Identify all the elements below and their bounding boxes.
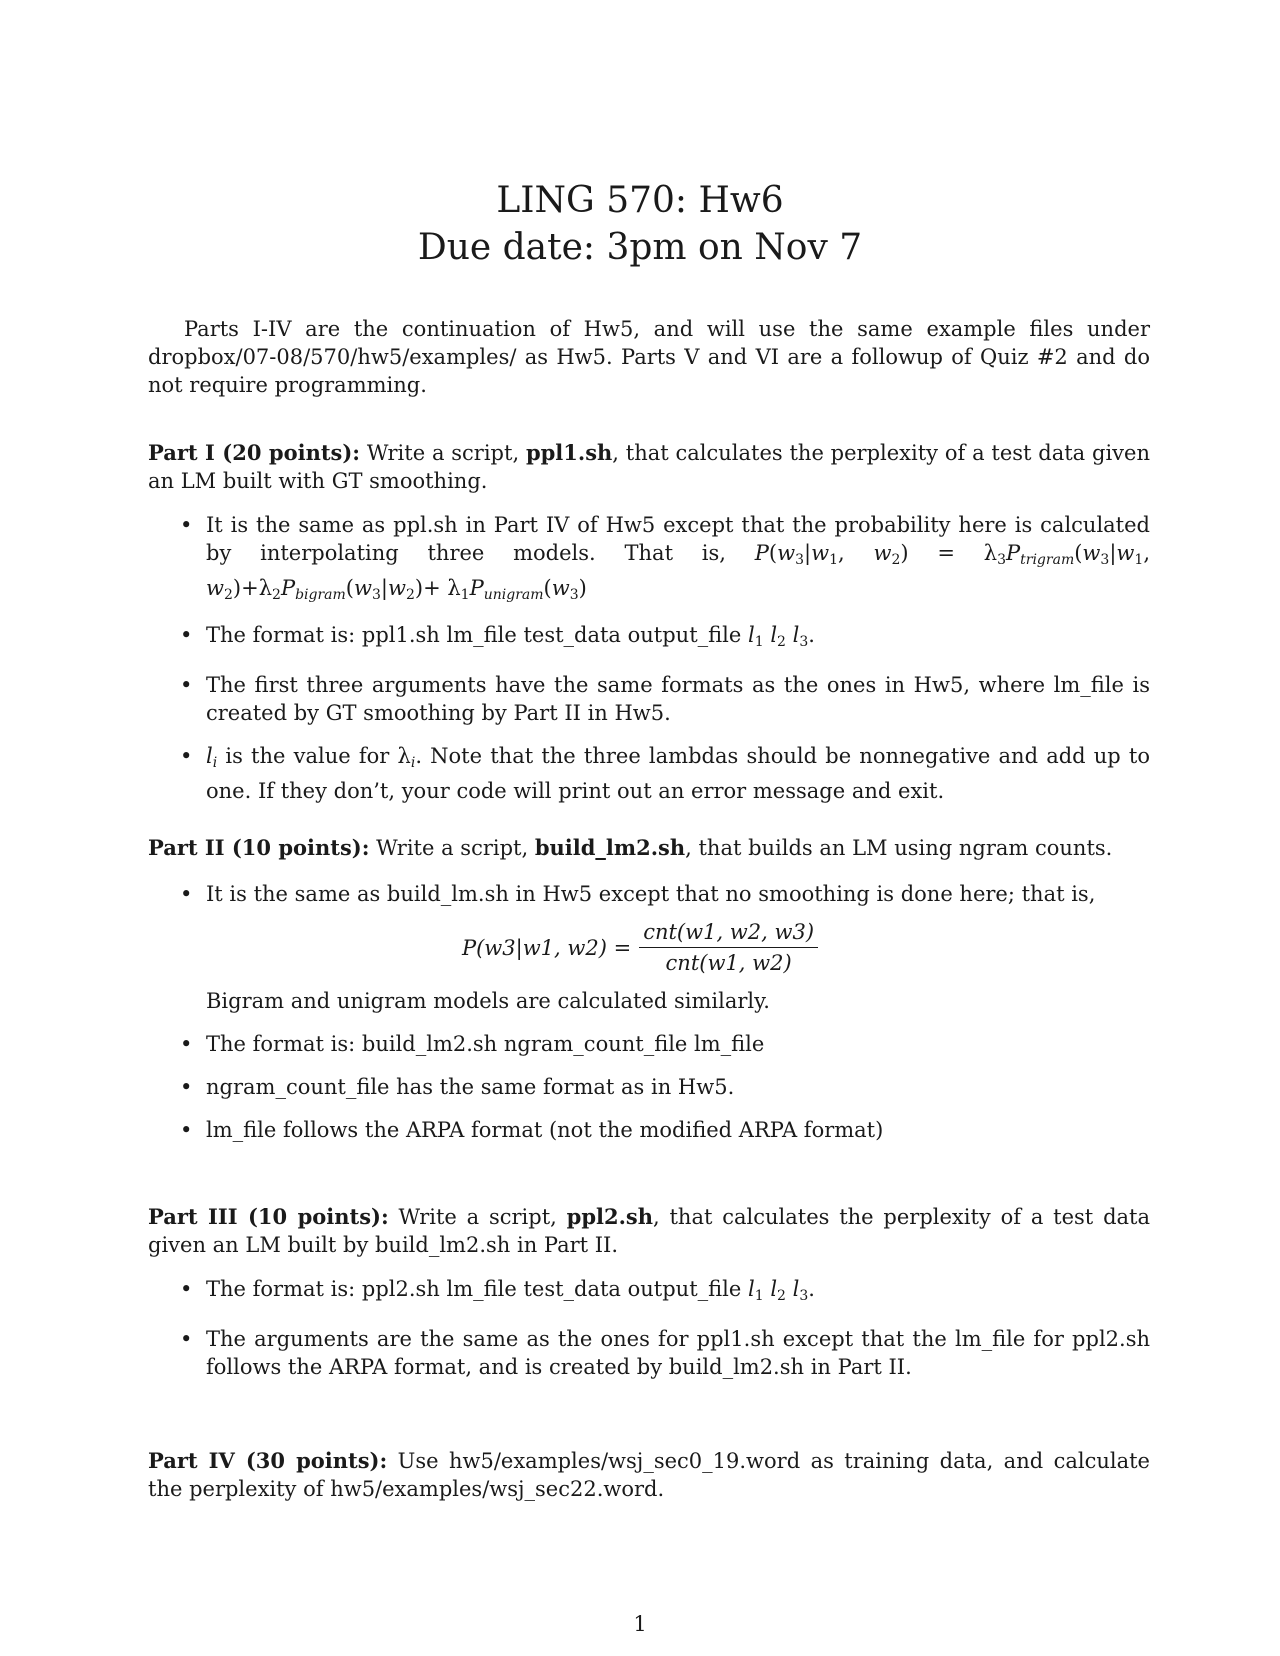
formula-lhs: P(w3|w1, w2) = [461, 935, 632, 960]
bullet-icon: • [180, 1032, 193, 1056]
part1-script: ppl1.sh [525, 440, 613, 465]
list-item: • The format is: ppl2.sh lm_file test_data output_file l1 l2 l3. [180, 1277, 815, 1304]
part2-after-formula: Bigram and unigram models are calculated similarly. [206, 989, 770, 1013]
part2-b3-text: ngram_count_file has the same format as in Hw5. [206, 1075, 735, 1099]
part4-heading: Part IV (30 points): [148, 1448, 388, 1473]
list-item [148, 1073, 1150, 1101]
bullet-icon: • [180, 1327, 193, 1351]
document-title: LING 570: Hw6 [496, 180, 784, 221]
list-item [148, 880, 1150, 908]
part4-text: Use hw5/examples/wsj_sec0_19.word as training data, and calculate the perplexity of hw5/examples/wsj_sec22.word. [148, 1449, 1150, 1501]
part1-bullets [148, 511, 1150, 805]
part1-text-a: Write a script, [360, 441, 526, 465]
part1-paragraph [148, 439, 1150, 495]
part3-paragraph [148, 1203, 1150, 1259]
due-date: Due date: 3pm on Nov 7 [417, 227, 863, 268]
formula-fraction [639, 920, 818, 975]
bullet-icon: • [180, 513, 193, 537]
interpolation-formula: P [754, 541, 769, 565]
part3-text-b: , that calculates the perplexity of a test data given an LM built by build_lm2.sh in Part II. [148, 1205, 1150, 1257]
list-item: • The format is: ppl1.sh lm_file test_data output_file l1 l2 l3. [180, 623, 815, 650]
bullet-icon: • [180, 1277, 193, 1301]
part1-b4-text: is the value for [225, 744, 390, 768]
part3-text-a: Write a script, [388, 1205, 567, 1229]
part1-b3-text: The first three arguments have the same formats as the ones in Hw5, where lm_file is created by GT smoothing by Part II in Hw5. [206, 673, 1150, 725]
page-number: 1 [633, 1612, 647, 1636]
list-item [148, 1116, 1150, 1144]
part1-b2-text: The format is: ppl1.sh lm_file test_data output_file [206, 623, 742, 647]
intro-paragraph: Parts I-IV are the continuation of Hw5, and will use the same example files under dropbox/07-08/570/hw5/examples/ as Hw5. Parts V and VI are a followup of Quiz #2 and do not require programming. [148, 317, 1150, 397]
part2-bullets [148, 1030, 1150, 1144]
bullet-icon: • [180, 1075, 193, 1099]
part2-b2-text: The format is: build_lm2.sh ngram_count_file lm_file [206, 1032, 765, 1056]
bullet-icon: • [180, 1118, 193, 1142]
part3-b2-text: The arguments are the same as the ones for ppl1.sh except that the lm_file for ppl2.sh follows the ARPA format, and is created by build_lm2.sh in Part II. [206, 1327, 1150, 1379]
part3-script: ppl2.sh [566, 1204, 653, 1229]
part3-b1-text: The format is: ppl2.sh lm_file test_data output_file [206, 1277, 742, 1301]
list-item [148, 1030, 1150, 1058]
part3-heading: Part III (10 points): [148, 1204, 389, 1229]
part2-b4-text: lm_file follows the ARPA format (not the modified ARPA format) [206, 1118, 884, 1142]
part2-heading: Part II (10 points): [148, 835, 370, 860]
bullet-icon: • [180, 673, 193, 697]
part4-paragraph [148, 1447, 1150, 1503]
bullet-icon: • [180, 744, 193, 768]
list-item [148, 671, 1150, 727]
bullet-icon: • [180, 623, 193, 647]
formula-denominator: cnt(w1, w2) [665, 951, 792, 975]
part1-b4-rest: . Note that the three lambdas should be nonnegative and add up to one. If they don’t, your code will print out an error message and exit. [206, 744, 1151, 803]
part2-paragraph [148, 834, 1150, 862]
part2-text-b: , that builds an LM using ngram counts. [685, 836, 1113, 860]
list-item [148, 1325, 1150, 1381]
part2-b1-text: It is the same as build_lm.sh in Hw5 except that no smoothing is done here; that is, [206, 882, 1096, 906]
part2-bullet-first [148, 880, 1150, 908]
part2-script: build_lm2.sh [534, 835, 686, 860]
part3-bullets [148, 1275, 1150, 1381]
part1-text-b: , that calculates the perplexity of a test data given an LM built with GT smoothing. [148, 441, 1150, 493]
formula-numerator: cnt(w1, w2, w3) [639, 920, 818, 948]
part2-text-a: Write a script, [369, 836, 535, 860]
list-item: • It is the same as ppl.sh in Part IV of Hw5 except that the probability here is calculated by interpolating three models. That is, P(w3|w1, $w2) = \lambda 3P_{trigram}(w3|w1$, $w2)+\lambda 2P_{bigram}(w3|w2)+ \lambda 1P_{unigram}(w3)$ [180, 513, 1150, 603]
part1-b1-text: It is the same as ppl.sh in Part IV of Hw5 except that the probability here is calculated by interpolating three models. That is, [206, 513, 1150, 565]
bullet-icon: • [180, 882, 193, 906]
part1-heading: Part I (20 points): [148, 440, 361, 465]
mle-formula [0, 920, 1280, 975]
list-item: • $l_i$ is the value for $\lambda_i$. Note that the three lambdas should be nonnegative and add up to one. If they don’t, your code will print out an error message and exit. [180, 744, 1151, 803]
